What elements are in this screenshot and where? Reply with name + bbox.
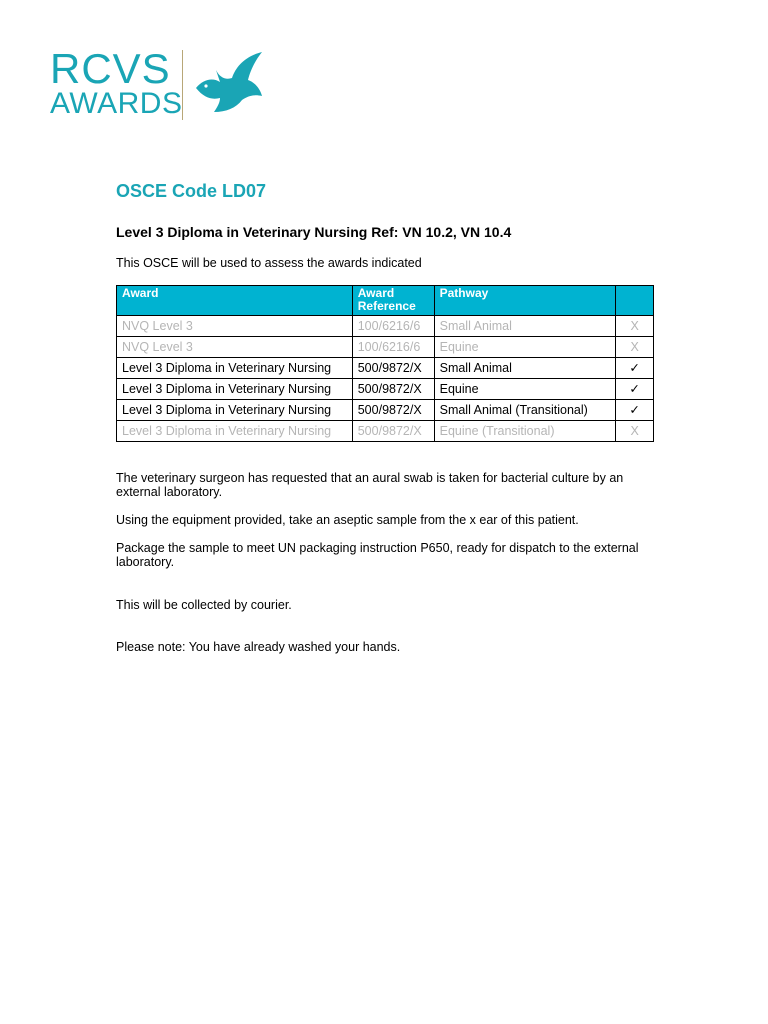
mark-cell: ✓ (616, 358, 654, 379)
table-row (117, 358, 654, 379)
header-award-reference: Award Reference (352, 286, 434, 316)
reference-cell: 100/6216/6 (352, 337, 434, 358)
award-cell: Level 3 Diploma in Veterinary Nursing (117, 358, 353, 379)
award-cell: NVQ Level 3 (117, 337, 353, 358)
table-row (117, 421, 654, 442)
pathway-cell: Small Animal (434, 316, 616, 337)
header-mark (616, 286, 654, 316)
paragraph-note: Please note: You have already washed your hands. (116, 640, 401, 654)
award-cell: Level 3 Diploma in Veterinary Nursing (117, 379, 353, 400)
pathway-cell: Equine (434, 337, 616, 358)
pathway-cell: Equine (434, 379, 616, 400)
mark-cell: X (616, 337, 654, 358)
mark-cell: X (616, 316, 654, 337)
intro-text: This OSCE will be used to assess the awards indicated (116, 256, 422, 270)
pathway-cell: Small Animal (Transitional) (434, 400, 616, 421)
table-header-row (117, 286, 654, 316)
paragraph-equipment: Using the equipment provided, take an aseptic sample from the x ear of this patient. (116, 513, 579, 527)
qualification-subtitle: Level 3 Diploma in Veterinary Nursing Ref: VN 10.2, VN 10.4 (116, 224, 512, 240)
reference-cell: 500/9872/X (352, 421, 434, 442)
award-cell: Level 3 Diploma in Veterinary Nursing (117, 400, 353, 421)
table-row (117, 316, 654, 337)
pathway-cell: Small Animal (434, 358, 616, 379)
table-row (117, 400, 654, 421)
paragraph-request: The veterinary surgeon has requested that an aural swab is taken for bacterial culture by an external laboratory. (116, 471, 624, 499)
rcvs-awards-logo (50, 45, 265, 123)
awards-table (116, 285, 654, 442)
reference-cell: 100/6216/6 (352, 316, 434, 337)
reference-cell: 500/9872/X (352, 358, 434, 379)
mark-cell: ✓ (616, 400, 654, 421)
reference-cell: 500/9872/X (352, 400, 434, 421)
award-cell: Level 3 Diploma in Veterinary Nursing (117, 421, 353, 442)
table-row (117, 379, 654, 400)
header-pathway: Pathway (434, 286, 616, 316)
mark-cell: ✓ (616, 379, 654, 400)
pathway-cell: Equine (Transitional) (434, 421, 616, 442)
table-row (117, 337, 654, 358)
reference-cell: 500/9872/X (352, 379, 434, 400)
logo-line-1: RCVS (50, 45, 171, 92)
header-award: Award (117, 286, 353, 316)
logo-divider (182, 50, 183, 120)
mark-cell: X (616, 421, 654, 442)
award-cell: NVQ Level 3 (117, 316, 353, 337)
dove-icon (190, 48, 270, 120)
osce-code-title: OSCE Code LD07 (116, 181, 267, 201)
logo-line-2: AWARDS (50, 87, 183, 120)
paragraph-courier: This will be collected by courier. (116, 598, 292, 612)
paragraph-package: Package the sample to meet UN packaging instruction P650, ready for dispatch to the external laboratory. (116, 541, 639, 569)
